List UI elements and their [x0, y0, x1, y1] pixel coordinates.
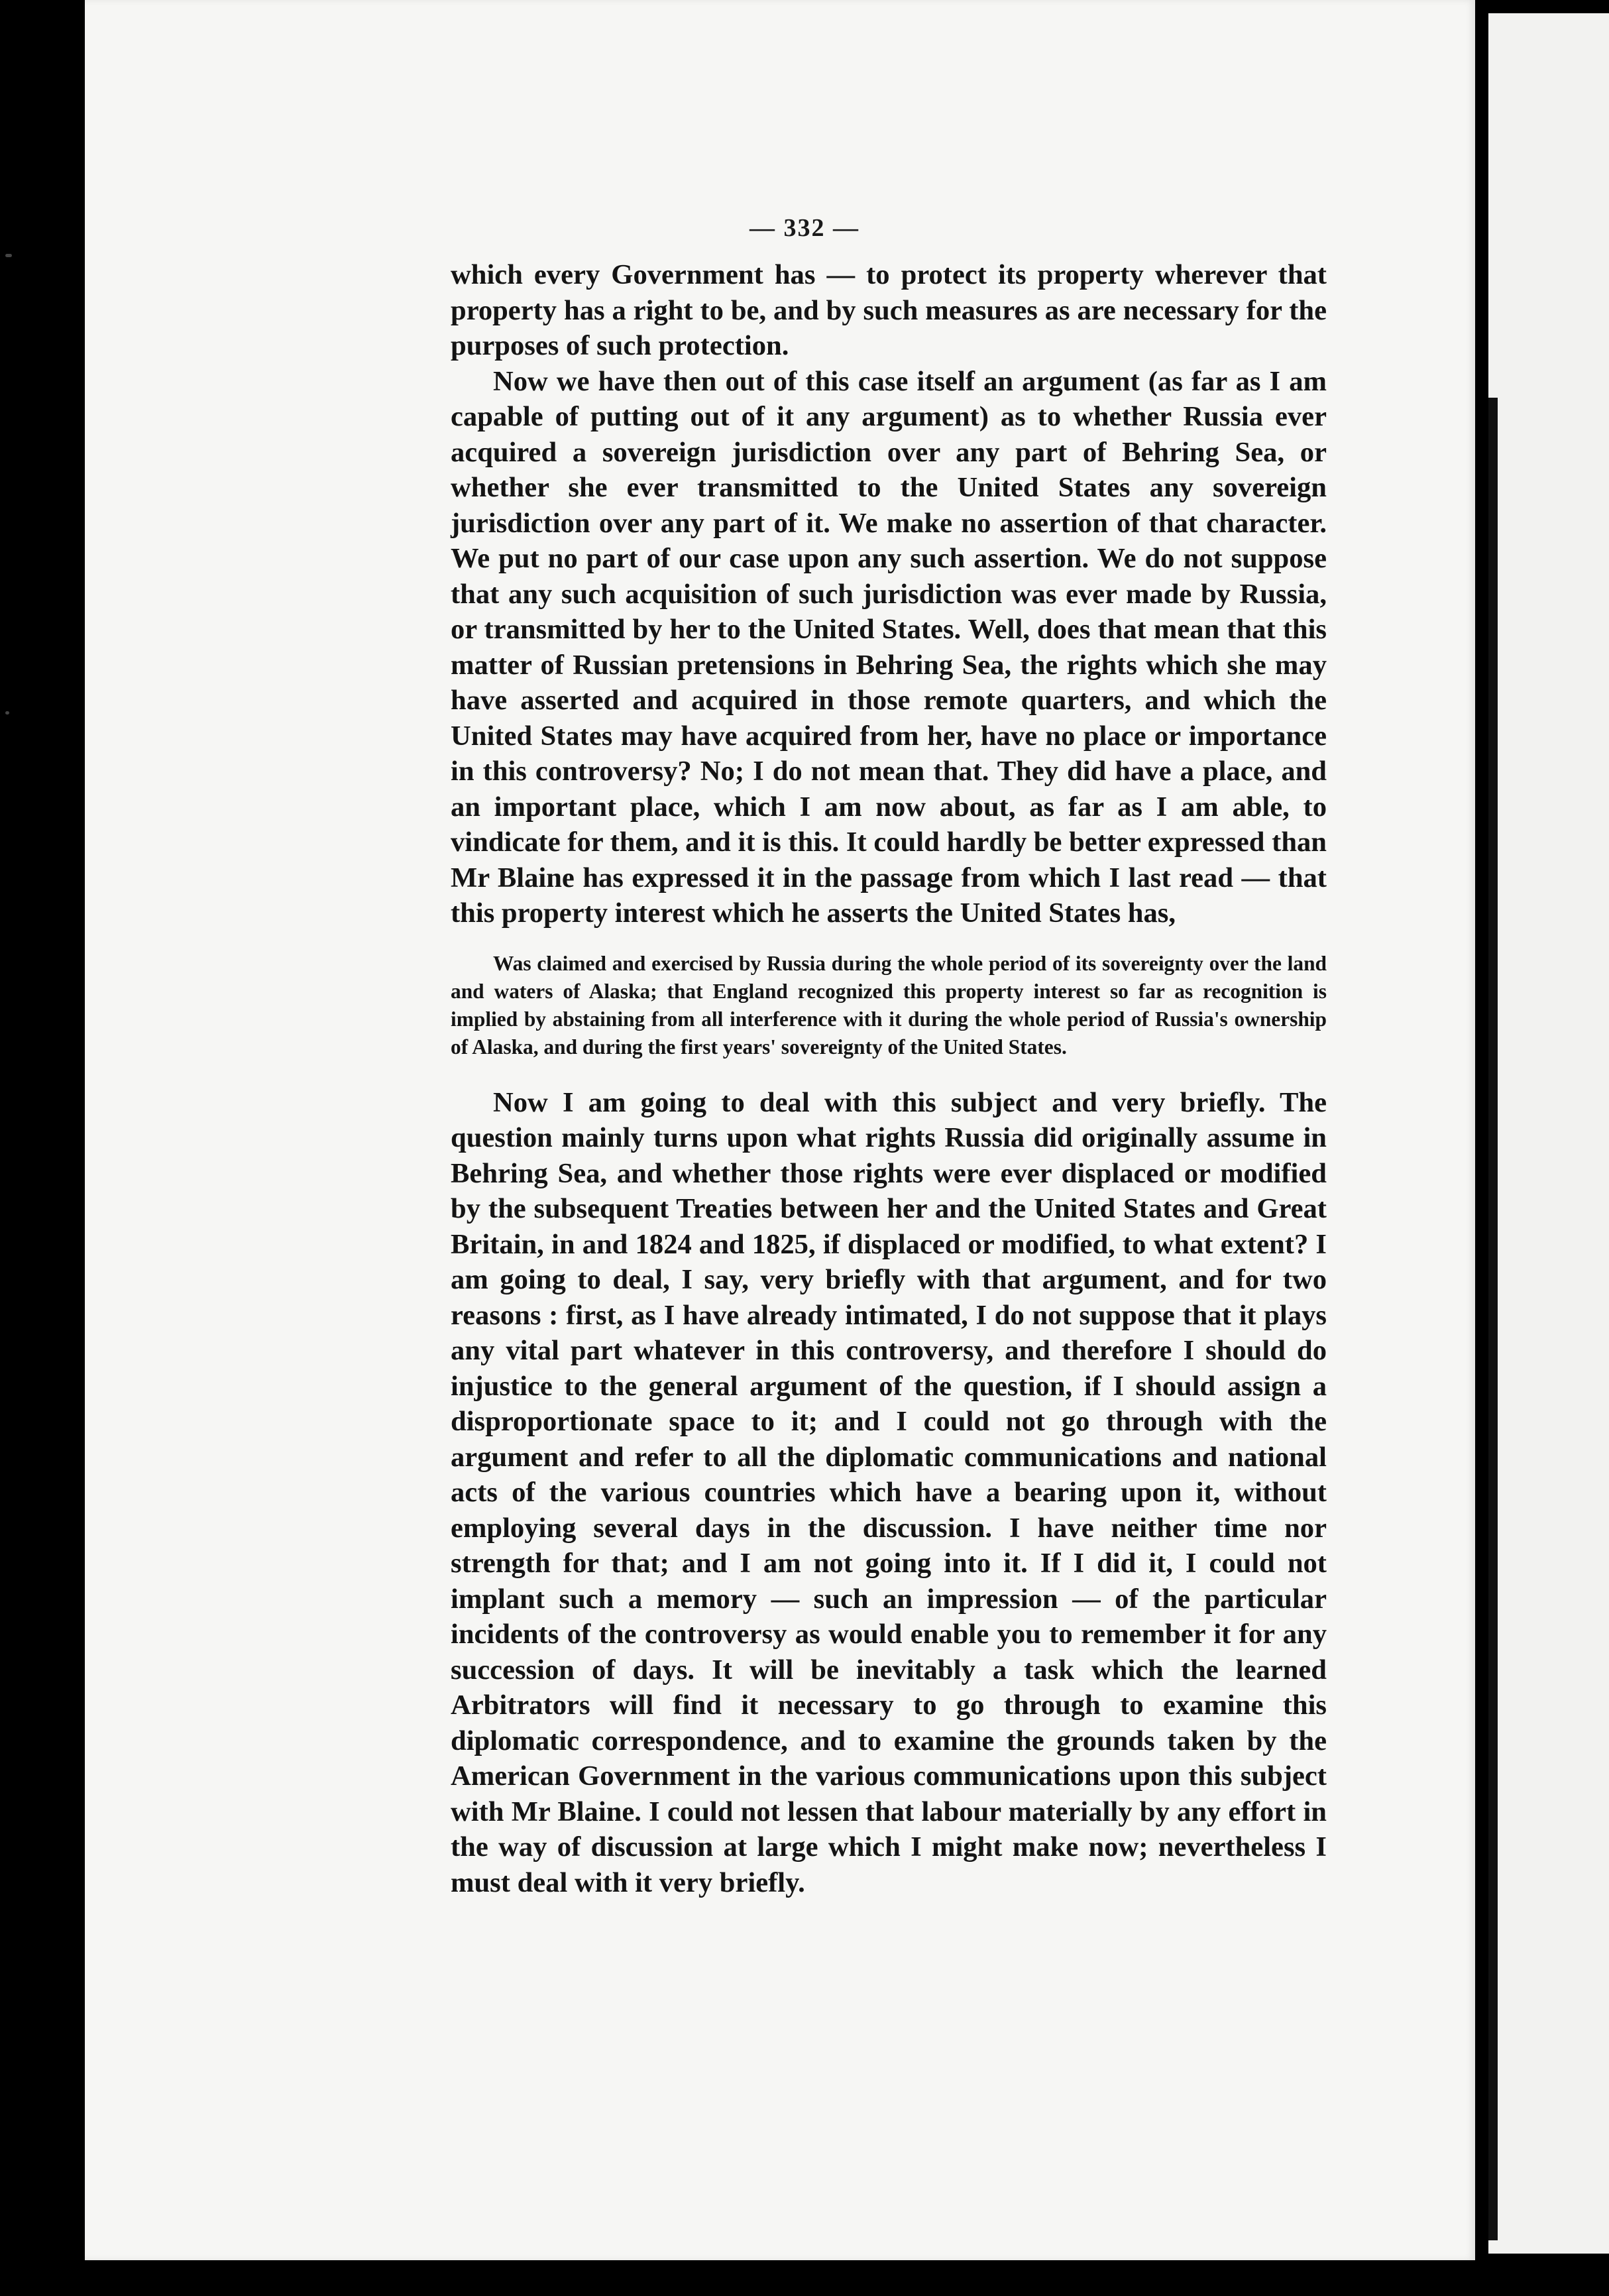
- block-quote: Was claimed and exercised by Russia during the whole period of its sovereignty over the land and waters of Alaska; that England recognized this property interest so far as recognition is implied by abstaining from all interference with it during the whole period of Russia's ownership of Alaska, and during the first years' sovereignty of the United States.: [451, 951, 1327, 1059]
- paragraph-continuation: which every Government has — to protect its property wherever that property has a right to be, and by such measures as are necessary for the purposes of such protection.: [451, 259, 1327, 361]
- adjacent-page-edge: [1488, 398, 1498, 2240]
- scan-speck: [5, 254, 12, 257]
- paragraph: Now I am going to deal with this subject and very briefly. The question mainly turns upon what rights Russia did originally assume in Behring Sea, and whether those rights were ever displaced or modified by the subsequent Treaties between her and the United States and Great Britain, in and 1824 and 1825, if displaced or modified, to what extent? I am going to deal, I say, very briefly with that argument, and for two reasons : first, as I have already intimated, I do not suppose that it plays any vital part whatever in this controversy, and therefore I should do injustice to the general argument of the question, if I should assign a disproportionate space to it; and I could not go through with the argument and refer to all the diplomatic communications and national acts of the various countries which have a bearing upon it, without employing several days in the discussion. I have neither time nor strength for that; and I am not going into it. If I did it, I could not implant such a memory — such an impression — of the particular incidents of the controversy as would enable you to remember it for any succession of days. It will be inevitably a task which the learned Arbitrators will find it necessary to go through to examine this diplomatic correspondence, and to examine the grounds taken by the American Government in the various communications upon this subject with Mr Blaine. I could not lessen that labour materially by any effort in the way of discussion at large which I might make now; nevertheless I must deal with it very briefly.: [451, 1086, 1327, 1898]
- page-body: [451, 257, 1327, 1900]
- adjacent-page-strip: [1488, 13, 1609, 2254]
- page-number: — 332 —: [749, 214, 860, 242]
- scan-speck: [5, 711, 9, 715]
- paragraph: Now we have then out of this case itself an argument (as far as I am capable of putting out of it any argument) as to whether Russia ever acquired a sovereign jurisdiction over any part of Behring Sea, or whether she ever transmitted to the United States any sovereign jurisdiction over any part of it. We make no assertion of that character. We put no part of our case upon any such assertion. We do not suppose that any such acquisition of such jurisdiction was ever made by Russia, or transmitted by her to the United States. Well, does that mean that this matter of Russian pretensions in Behring Sea, the rights which she may have asserted and acquired in those remote quarters, and which the United States may have acquired from her, have no place or importance in this controversy? No; I do not mean that. They did have a place, and an important place, which I am now about, as far as I am able, to vindicate for them, and it is this. It could hardly be better expressed than Mr Blaine has expressed it in the passage from which I last read — that this property interest which he asserts the United States has,: [451, 365, 1327, 929]
